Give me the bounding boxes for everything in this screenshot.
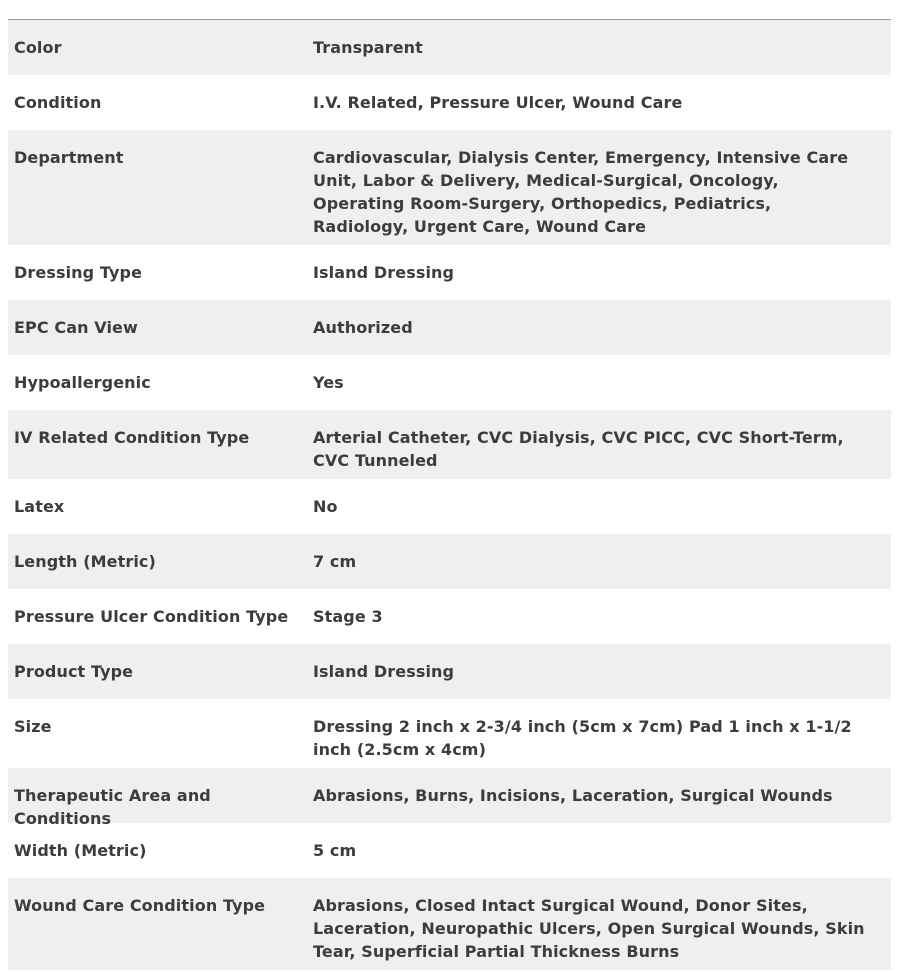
spec-row-product-type (8, 644, 891, 699)
spec-value: Arterial Catheter, CVC Dialysis, CVC PICC, CVC Short-Term, CVC Tunneled (313, 428, 844, 470)
spec-row-therapeutic-area (8, 768, 891, 828)
spec-row-size (8, 699, 891, 768)
spec-label: Length (Metric) (14, 552, 156, 571)
spec-label: Wound Care Condition Type (14, 896, 266, 915)
spec-label: EPC Can View (14, 318, 138, 337)
spec-label: Hypoallergenic (14, 373, 151, 392)
spec-label: Condition (14, 93, 102, 112)
spec-label: Pressure Ulcer Condition Type (14, 607, 289, 626)
spec-row-epc-can-view (8, 300, 891, 355)
spec-row-pressure-ulcer-condition-type (8, 589, 891, 644)
spec-label: IV Related Condition Type (14, 428, 250, 447)
spec-row-latex (8, 479, 891, 534)
spec-label: Latex (14, 497, 65, 516)
spec-value: Island Dressing (313, 263, 455, 282)
spec-label: Product Type (14, 662, 134, 681)
spec-label: Dressing Type (14, 263, 143, 282)
spec-row-width-metric (8, 823, 891, 878)
spec-value: Cardiovascular, Dialysis Center, Emergency, Intensive Care Unit, Labor & Delivery, Medical-Surgical, Oncology, Operating Room-Surgery, Orthopedics, Pediatrics, Radiology, Urgent Care, Wound Care (313, 148, 849, 236)
spec-row-iv-related-condition-type (8, 410, 891, 479)
spec-value: 5 cm (313, 841, 357, 860)
spec-row-length-metric (8, 534, 891, 589)
spec-row-department (8, 130, 891, 245)
spec-value: Abrasions, Burns, Incisions, Laceration, Surgical Wounds (313, 786, 833, 805)
spec-label: Therapeutic Area and Conditions (14, 786, 211, 828)
spec-row-dressing-type (8, 245, 891, 300)
spec-row-hypoallergenic (8, 355, 891, 410)
spec-value: Island Dressing (313, 662, 455, 681)
spec-label: Color (14, 38, 62, 57)
spec-label: Width (Metric) (14, 841, 147, 860)
specifications-table (8, 19, 891, 970)
spec-row-color (8, 20, 891, 75)
spec-label: Department (14, 148, 124, 167)
spec-value: Dressing 2 inch x 2-3/4 inch (5cm x 7cm) Pad 1 inch x 1-1/2 inch (2.5cm x 4cm) (313, 717, 852, 759)
spec-value: Transparent (313, 38, 423, 57)
spec-value: Abrasions, Closed Intact Surgical Wound, Donor Sites, Laceration, Neuropathic Ulcers, Open Surgical Wounds, Skin Tear, Superficial Partial Thickness Burns (313, 896, 865, 961)
spec-value: No (313, 497, 338, 516)
spec-value: Stage 3 (313, 607, 383, 626)
spec-value: I.V. Related, Pressure Ulcer, Wound Care (313, 93, 683, 112)
spec-value: Authorized (313, 318, 413, 337)
spec-label: Size (14, 717, 52, 736)
spec-value: Yes (313, 373, 344, 392)
spec-row-wound-care-condition-type (8, 878, 891, 970)
spec-row-condition (8, 75, 891, 130)
spec-value: 7 cm (313, 552, 357, 571)
